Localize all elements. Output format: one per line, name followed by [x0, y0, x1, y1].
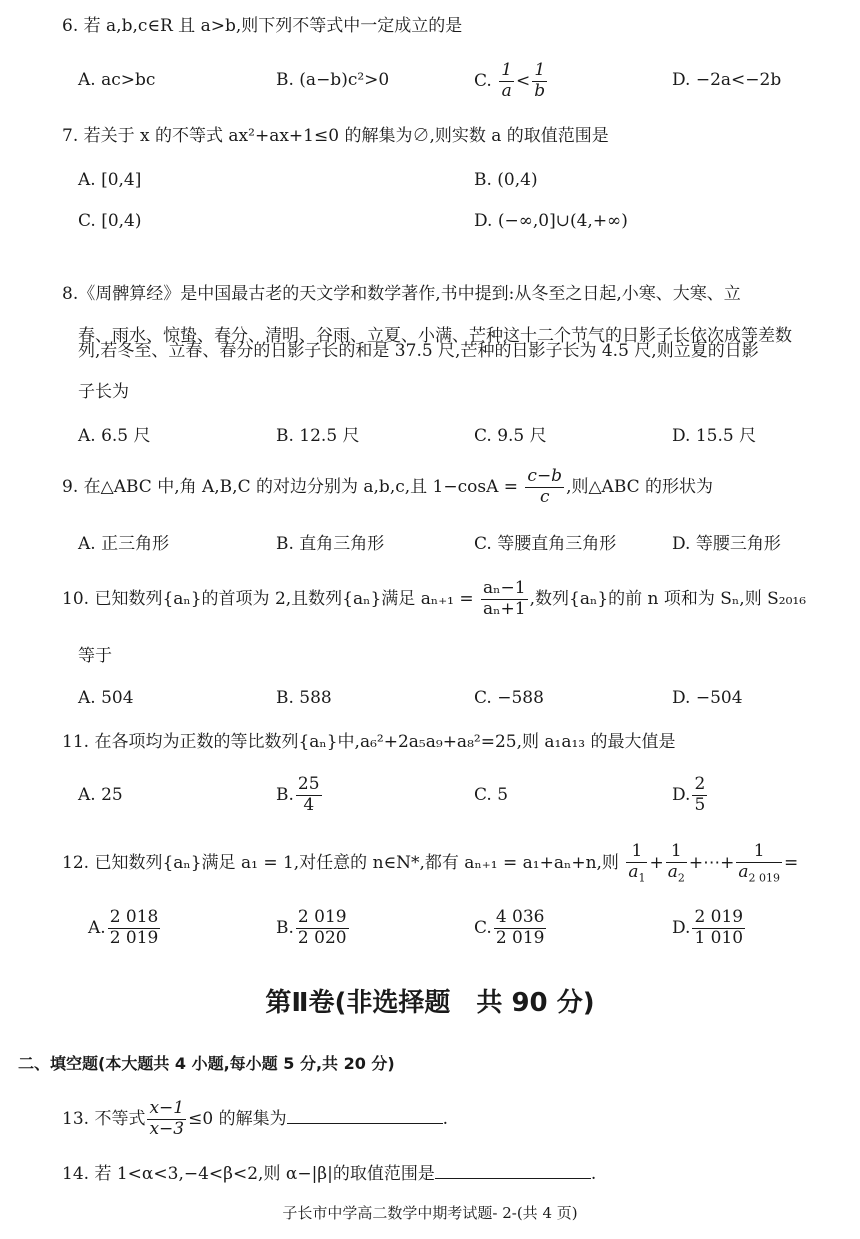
q9-option-c: C. 等腰直角三角形	[474, 534, 617, 554]
page-footer: 子长市中学高二数学中期考试题- 2-(共 4 页)	[282, 1204, 578, 1222]
q6-option-d: D. −2a<−2b	[672, 70, 782, 90]
q7-option-b: B. (0,4)	[474, 170, 538, 190]
q8-option-a: A. 6.5 尺	[78, 426, 151, 446]
q12-option-d: D. $\frac{2 019}{1 010}$	[672, 907, 744, 948]
q12-stem: 12. 已知数列{aₙ}满足 a₁ = 1,对任意的 n∈N*,都有 aₙ₊₁ = a₁+aₙ+n,则 $\frac{1}{a_1}$ + $\frac{1}{a_2}$ +⋯+ $\frac{1}{a_{2 019}}$ =	[62, 841, 799, 885]
q10-option-d: D. −504	[672, 688, 743, 708]
q11-stem: 11. 在各项均为正数的等比数列{aₙ}中,a₆²+2a₅a₉+a₈²=25,则 a₁a₁₃ 的最大值是	[62, 732, 676, 752]
q14-stem: 14. 若 1<α<3,−4<β<2,则 α−|β|的取值范围是 .	[62, 1164, 597, 1184]
q6-option-b: B. (a−b)c²>0	[276, 70, 390, 90]
q10-option-b: B. 588	[276, 688, 332, 708]
q11-option-a: A. 25	[78, 785, 123, 805]
q13-stem: 13. 不等式 $\frac{x-1}{x-3}$ ≤0 的解集为 .	[62, 1098, 448, 1139]
q8-option-d: D. 15.5 尺	[672, 426, 757, 446]
q13-answer-blank[interactable]	[287, 1122, 443, 1124]
q9-option-d: D. 等腰三角形	[672, 534, 781, 554]
q6-option-c: C. $\frac{1}{a}$ < $\frac{1}{b}$	[474, 60, 546, 101]
q6-stem: 6. 若 a,b,c∈R 且 a>b,则下列不等式中一定成立的是	[62, 16, 463, 36]
q9-option-b: B. 直角三角形	[276, 534, 385, 554]
q6-option-a: A. ac>bc	[78, 70, 156, 90]
q12-option-c: C. $\frac{4 036}{2 019}$	[474, 907, 545, 948]
q14-answer-blank[interactable]	[435, 1177, 591, 1179]
q7-option-c: C. [0,4)	[78, 211, 142, 231]
q12-option-a: A. $\frac{2 018}{2 019}$	[88, 907, 159, 948]
q10-option-c: C. −588	[474, 688, 544, 708]
fill-in-section-title: 二、填空题(本大题共 4 小题,每小题 5 分,共 20 分)	[18, 1054, 395, 1073]
q11-option-d: D. $\frac{2}{5}$	[672, 774, 706, 815]
q10-stem: 10. 已知数列{aₙ}的首项为 2,且数列{aₙ}满足 aₙ₊₁ = $\frac{\text{aₙ−1}}{\text{aₙ+1}}$ ,数列{aₙ}的前 n 项和为 Sₙ,则 S₂₀₁₆	[62, 578, 807, 619]
q11-option-b: B. $\frac{25}{4}$	[276, 774, 320, 815]
q12-option-b: B. $\frac{2 019}{2 020}$	[276, 907, 347, 948]
q11-option-c: C. 5	[474, 785, 509, 805]
q10-option-a: A. 504	[78, 688, 134, 708]
q8-line2: 春、雨水、惊蛰、春分、清明、谷雨、立夏、小满、芒种这十二个节气的日影子长依次成等差数	[78, 326, 792, 346]
q8-line4: 子长为	[78, 382, 129, 402]
q8-line3: 列,若冬至、立春、春分的日影子长的和是 37.5 尺,芒种的日影子长为 4.5 尺,则立夏的日影	[78, 341, 759, 361]
q8-option-b: B. 12.5 尺	[276, 426, 360, 446]
q9-stem: 9. 在△ABC 中,角 A,B,C 的对边分别为 a,b,c,且 1−cosA = $\frac{c-b}{c}$ ,则△ABC 的形状为	[62, 466, 714, 507]
q8-line1: 8.《周髀算经》是中国最古老的天文学和数学著作,书中提到:从冬至之日起,小寒、大寒、立	[62, 284, 741, 304]
q7-option-a: A. [0,4]	[78, 170, 142, 190]
q9-option-a: A. 正三角形	[78, 534, 170, 554]
q8-option-c: C. 9.5 尺	[474, 426, 547, 446]
q7-stem: 7. 若关于 x 的不等式 ax²+ax+1≤0 的解集为∅,则实数 a 的取值范围是	[62, 126, 609, 146]
q10-line2: 等于	[78, 646, 112, 666]
q7-option-d: D. (−∞,0]∪(4,+∞)	[474, 211, 628, 231]
section-2-title: 第Ⅱ卷(非选择题 共 90 分)	[265, 988, 595, 1018]
